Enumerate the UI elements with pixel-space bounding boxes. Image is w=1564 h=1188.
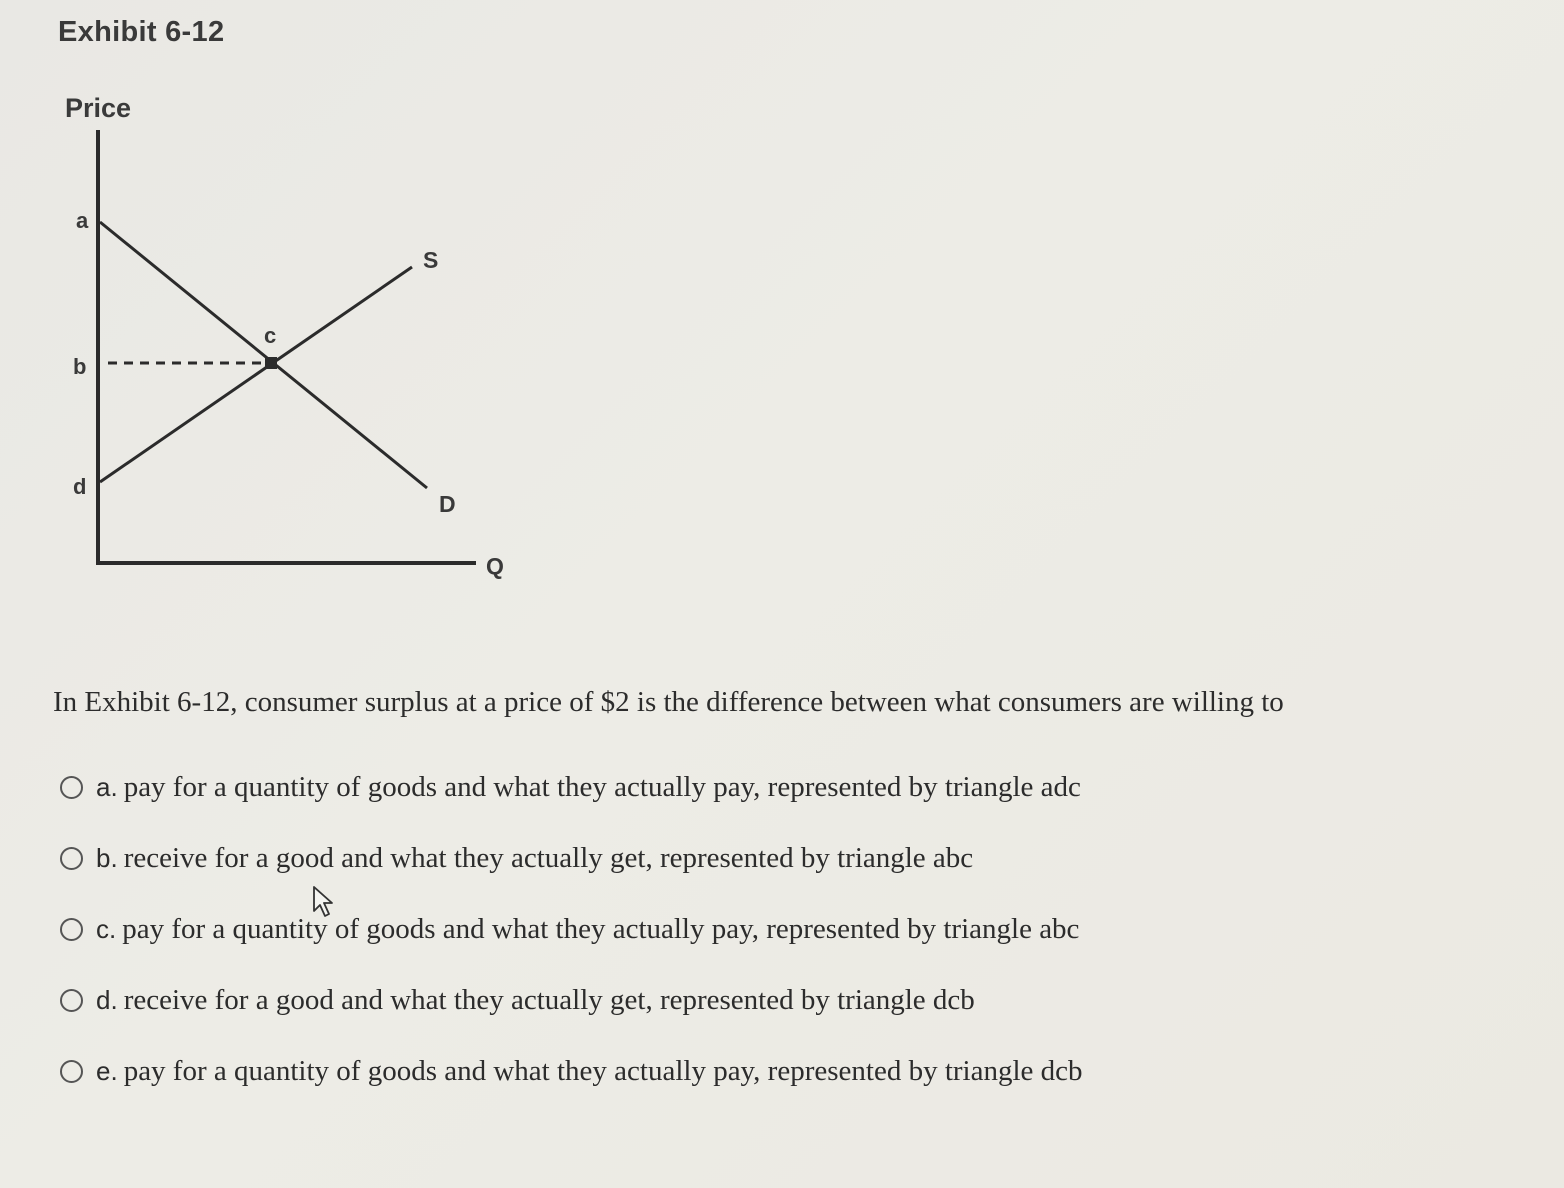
option-text: receive for a good and what they actually get, represented by triangle abc	[123, 842, 974, 874]
option-letter: e.	[96, 1056, 118, 1086]
option-text: receive for a good and what they actually get, represented by triangle dcb	[123, 984, 975, 1016]
option-b[interactable]	[60, 823, 1083, 894]
equilibrium-point	[265, 357, 277, 369]
supply-curve	[100, 267, 412, 482]
radio-button-icon[interactable]	[60, 847, 83, 870]
option-letter: d.	[96, 985, 118, 1015]
demand-label: D	[439, 491, 456, 517]
radio-button-icon[interactable]	[60, 1060, 83, 1083]
point-label-b: b	[73, 354, 87, 379]
option-letter: c.	[96, 914, 117, 944]
option-e[interactable]	[60, 1036, 1083, 1107]
y-axis-label: Price	[65, 93, 132, 123]
point-label-d: d	[73, 474, 87, 499]
radio-button-icon[interactable]	[60, 776, 83, 799]
option-letter: b.	[96, 843, 118, 873]
question-text: In Exhibit 6-12, consumer surplus at a price of $2 is the difference between what consumers are willing to	[53, 686, 1284, 718]
option-text: pay for a quantity of goods and what they actually pay, represented by triangle adc	[123, 771, 1081, 803]
exhibit-title: Exhibit 6-12	[58, 16, 225, 48]
option-d[interactable]	[60, 965, 1083, 1036]
option-text: pay for a quantity of goods and what they actually pay, represented by triangle abc	[122, 913, 1080, 945]
answer-options	[60, 752, 1083, 1107]
radio-button-icon[interactable]	[60, 918, 83, 941]
option-text: pay for a quantity of goods and what they actually pay, represented by triangle dcb	[123, 1055, 1083, 1087]
option-letter: a.	[96, 772, 118, 802]
supply-demand-diagram	[0, 80, 560, 600]
option-c[interactable]	[60, 894, 1083, 965]
x-axis-label: Q	[486, 553, 504, 579]
mouse-pointer-icon	[312, 885, 336, 919]
option-a[interactable]	[60, 752, 1083, 823]
point-label-c: c	[264, 323, 277, 348]
supply-label: S	[423, 247, 439, 273]
radio-button-icon[interactable]	[60, 989, 83, 1012]
point-label-a: a	[76, 208, 89, 233]
